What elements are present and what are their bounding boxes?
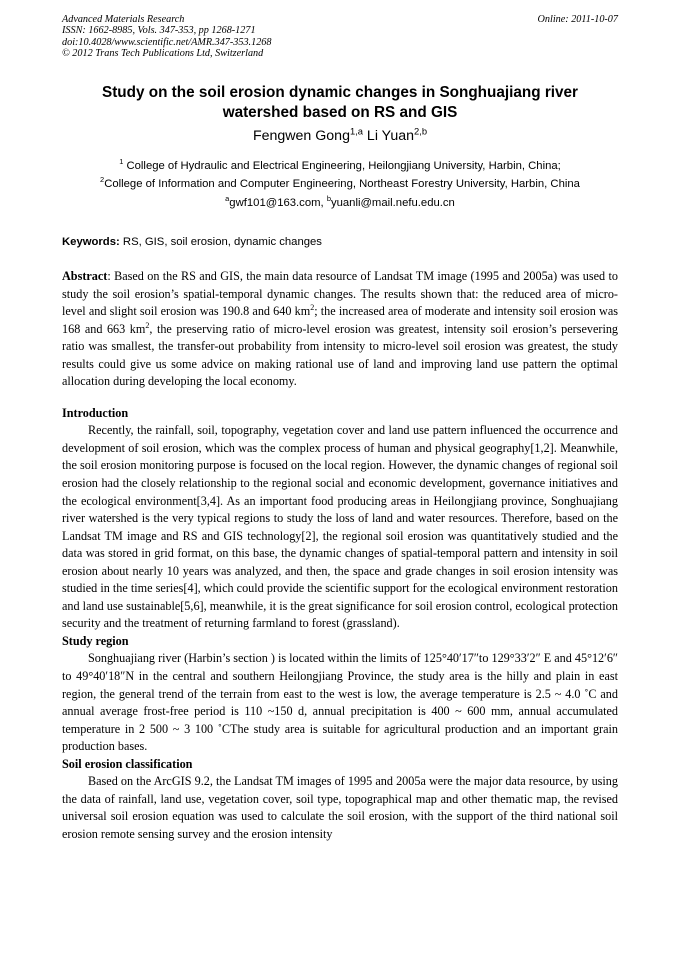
section-heading-study-region: Study region (62, 633, 129, 648)
author-superscript: 2,b (414, 126, 428, 137)
author-list (62, 127, 618, 145)
abstract-text: : Based on the RS and GIS, the main data resource of Landsat TM image (1995 and 2005a) was used to study the soil erosion’s spatial-temporal dynamic changes. The results shown that: the reduced area of micro-level and slight soil erosion was 190.8 and 640 km (62, 269, 618, 319)
affiliation-1 (62, 157, 618, 175)
section-heading-introduction: Introduction (62, 405, 129, 420)
affiliation-text: College of Information and Computer Engineering, Northeast Forestry University, Harbin, China (104, 178, 580, 191)
affiliation-2 (62, 175, 618, 193)
paper-body (62, 268, 618, 844)
title-line-2: watershed based on RS and GIS (222, 103, 458, 121)
issn-line: ISSN: 1662-8985, Vols. 347-353, pp 1268-1271 (62, 25, 256, 37)
journal-name: Advanced Materials Research (62, 14, 185, 25)
unit-superscript: 2 (310, 303, 315, 313)
copyright-line: © 2012 Trans Tech Publications Ltd, Switzerland (62, 48, 264, 60)
affiliation-mark: 1 (119, 157, 124, 167)
abstract-label: Abstract (62, 269, 108, 283)
author-name: Li Yuan (362, 128, 415, 144)
section-heading-classification: Soil erosion classification (62, 756, 193, 771)
classification-paragraph: Based on the ArcGIS 9.2, the Landsat TM images of 1995 and 2005a were the major data resource, by using the data of rainfall, land use, vegetation cover, soil type, topographical map and other thematic map, the revised universal soil erosion equation was used to calculate the soil erosion, with the support of the third national soil erosion remote sensing survey and the erosion intensity (62, 774, 618, 841)
introduction-paragraph: Recently, the rainfall, soil, topography, vegetation cover and land use pattern influenced the occurrence and development of soil erosion, which was the complex process of human and physical geography[1,2]. Meanwhile, the soil erosion monitoring purpose is focused on the local region. However, the dynamic changes of regional soil erosion had the closely relationship to the regional social and economic development, governance initiatives and the ecological environment[3,4]. As an important food producing areas in Heilongjiang province, Songhuajiang river watershed is the very typical regions to study the loss of land and water resources. Therefore, based on the Landsat TM image and RS and GIS technology[2], the regional soil erosion was quantitatively studied and the data was stored in grid format, on this base, the dynamic changes of spatial-temporal pattern and intensity in soil erosion about nearly 10 years was analyzed, and then, the space and grade changes in soil erosion intensity was studied in the time series[4], which could provide the scientific support for the ecological environment restoration and land use sustainable[5,6], meanwhile, it is the great significance for soil erosion control, ecological protection security and the treatment of returning farmland to forest (grassland). (62, 423, 618, 631)
doi-line: doi:10.4028/www.scientific.net/AMR.347-353.1268 (62, 36, 272, 48)
affiliations (62, 157, 618, 212)
journal-header (62, 14, 618, 60)
abstract-text: ; the increased area of moderate and intensity soil erosion was 168 and 663 km (62, 304, 618, 336)
email-mark: a (225, 193, 230, 203)
unit-superscript: 2 (145, 320, 150, 330)
email-address: gwf101@163.com, (229, 196, 327, 209)
email-line (62, 194, 618, 212)
abstract-text: , the preserving ratio of micro-level erosion was greatest, intensity soil erosion’s persevering ratio was smallest, the transfer-out probability from intensity to micro-level soil erosion was greatest, the study results could give us some advice on making rational use of land and improving land use pattern the optimal allocation during developing the local economy. (62, 321, 619, 389)
keywords (62, 235, 618, 249)
paper-title (62, 83, 618, 122)
email-mark: b (326, 193, 331, 203)
email-address: yuanli@mail.nefu.edu.cn (330, 196, 455, 209)
study-region-paragraph: Songhuajiang river (Harbin’s section ) is located within the limits of 125°40′17″to 129°33′2″ E and 45°12′6″ to 49°40′18″N in the central and southern Heilongjiang Province, the study area is the hilly and plain in east region, the general trend of the terrain from east to the west is low, the average temperature is 2.5 ~ 4.0 ˚C and annual average frost-free period is 110 ~150 d, annual precipitation is 400 ~ 600 mm, annual accumulated temperature in 2 500 ~ 3 100 ˚CThe study area is suitable for agricultural production and an important grain production bases. (62, 651, 618, 754)
abstract (62, 268, 618, 391)
title-line-1: Study on the soil erosion dynamic changes in Songhuajiang river (102, 84, 578, 101)
online-date: Online: 2011-10-07 (537, 14, 618, 25)
keywords-label: Keywords: (62, 236, 120, 248)
keywords-text: RS, GIS, soil erosion, dynamic changes (119, 236, 322, 248)
affiliation-mark: 2 (100, 175, 105, 185)
author-name: Fengwen Gong (252, 128, 350, 144)
author-superscript: 1,a (349, 126, 363, 137)
affiliation-text: College of Hydraulic and Electrical Engineering, Heilongjiang University, Harbin, China; (123, 160, 561, 172)
